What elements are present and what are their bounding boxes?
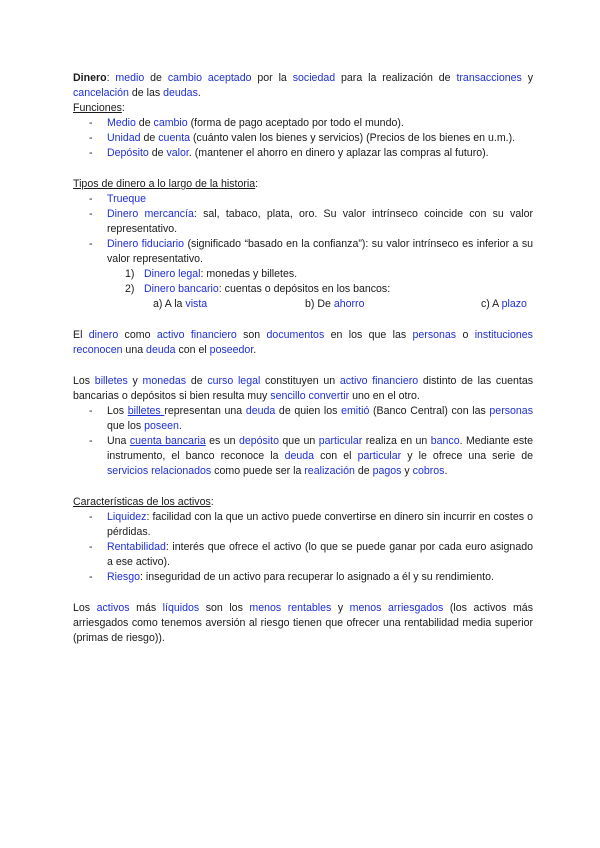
final-paragraph: Los activos más líquidos son los menos rentables y menos arriesgados (los activos más arriesgados como tenemos aversión al riesgo tienen que ofrecer una rentabilidad media superior (primas de riesgo)). — [73, 602, 533, 644]
list-item: - Unidad de cuenta (cuánto valen los bienes y servicios) (Precios de los bienes en u.m.). — [73, 131, 533, 146]
keyword: cancelación — [73, 87, 129, 99]
list-item: - Una cuenta bancaria es un depósito que un particular realiza en un banco. Mediante este instrumento, el banco reconoce la deuda con el particular y le ofrece una serie de servicios relacionados como puede ser la realización de pagos y cobros. — [73, 434, 533, 479]
dinero-definition: Dinero: medio de cambio aceptado por la sociedad para la realización de transacciones y cancelación de las deudas. — [73, 72, 534, 99]
dinero-title: Dinero — [73, 72, 107, 84]
list-item: - Liquidez: facilidad con la que un activo puede convertirse en dinero sin incurrir en costes o pérdidas. — [73, 510, 533, 540]
spacer — [73, 312, 533, 328]
keyword: sociedad — [292, 72, 336, 84]
spacer — [73, 358, 533, 374]
document-content — [73, 71, 533, 646]
spacer — [73, 479, 533, 495]
funciones-list — [73, 116, 533, 161]
list-item: - Depósito de valor. (mantener el ahorro en dinero y aplazar las compras al futuro). — [73, 146, 533, 161]
tipos-heading: Tipos de dinero a lo largo de la historia: — [73, 178, 259, 190]
keyword: cambio aceptado — [167, 72, 252, 84]
list-item: - Medio de cambio (forma de pago aceptado por todo el mundo). — [73, 116, 533, 131]
option-a: a) A la vista — [153, 298, 208, 310]
keyword: deudas — [163, 87, 198, 99]
keyword: transacciones — [456, 72, 522, 84]
spacer — [73, 161, 533, 177]
numbered-item: 2) Dinero bancario: cuentas o depósitos en los bancos: — [125, 283, 391, 295]
list-item: - Los billetes representan una deuda de quien los emitió (Banco Central) con las personas que los poseen. — [73, 404, 533, 434]
billetes-paragraph: Los billetes y monedas de curso legal constituyen un activo financiero distinto de las cuentas bancarias o depósitos si bien resulta muy sencillo convertir uno en el otro. — [73, 375, 534, 402]
list-item: - Rentabilidad: interés que ofrece el activo (lo que se puede ganar por cada euro asignado a ese activo). — [73, 540, 533, 570]
list-item: - Dinero mercancía: sal, tabaco, plata, oro. Su valor intrínseco coincide con su valor representativo. — [73, 207, 533, 237]
caracteristicas-list — [73, 510, 533, 585]
option-b: b) De ahorro — [305, 298, 365, 310]
list-item: - Riesgo: inseguridad de un activo para recuperar lo asignado a él y su rendimiento. — [73, 570, 533, 585]
activo-paragraph: El dinero como activo financiero son documentos en los que las personas o instituciones reconocen una deuda con el poseedor. — [73, 329, 533, 356]
list-item: - Dinero fiduciario (significado “basado en la confianza”): su valor intrínseco es inferior a su valor representativo. — [73, 237, 533, 267]
billetes-list — [73, 404, 533, 479]
caracteristicas-heading: Características de los activos: — [73, 496, 214, 508]
option-c: c) A plazo — [481, 298, 527, 310]
tipos-list — [73, 192, 533, 267]
spacer — [73, 585, 533, 601]
list-item: - Trueque — [73, 192, 533, 207]
funciones-heading: Funciones: — [73, 102, 125, 114]
lettered-options — [73, 297, 533, 312]
numbered-item: 1) Dinero legal: monedas y billetes. — [125, 268, 298, 280]
keyword: medio — [115, 72, 145, 84]
